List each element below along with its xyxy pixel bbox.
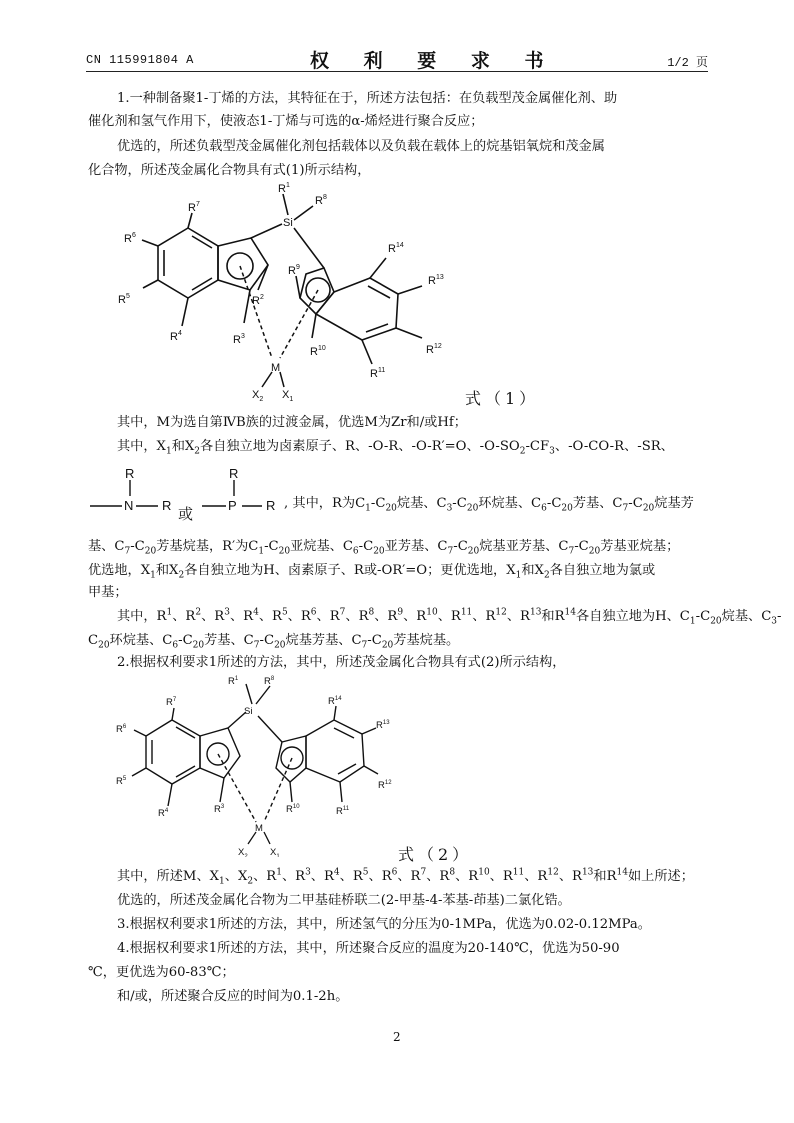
formula-1-label: 式（1） [465,389,540,408]
formula-1-structure [110,180,490,405]
claim-1-line-3: 优选的，所述负载型茂金属催化剂包括载体以及负载在载体上的烷基铝氧烷和茂金属 [117,139,605,154]
claim-1-line-9: 优选地，$X_1$和$X_2$各自独立地为H、卤素原子、R或-OR′=O；更优选地，$X_1$和$X_2$各自独立地为氯或 [88,563,656,581]
svg-text:R10: $R^{10}$ [310,345,326,358]
phosphorus-label: P [228,498,237,513]
claim-1-line-2: 催化剂和氢气作用下，使液态1-丁烯与可选的α-烯烃进行聚合反应； [88,114,484,129]
formula-2-label: 式（2） [398,845,473,864]
page-title: 权 利 要 求 书 [310,50,558,72]
header-divider [86,71,708,72]
svg-text:M: M [271,362,281,374]
claim-1-line-11: 其中，$R^1$、$R^2$、$R^3$、$R^4$、$R^5$、$R^6$、$R^7$、$R^8$、$R^9$、$R^{10}$、$R^{11}$、$R^{12}$、$R^{13}$和$R^{14}$各自独立地为H、$C_1-C_{20}$烷基、$C_3-$ [117,607,782,627]
svg-text:R6: $R^6$ [124,232,136,245]
claim-2-line-1: 2.根据权利要求1所述的方法，其中，所述茂金属化合物具有式(2)所示结构， [117,655,566,670]
claim-1-metal-definition: 其中，M为选自第ⅣB族的过渡金属，优选M为Zr和/或Hf； [117,415,467,430]
claim-1-line-4: 化合物，所述茂金属化合物具有式(1)所示结构， [88,163,371,178]
svg-text:R11: $R^{11}$ [370,367,386,380]
claim-1-line-1: 1.一种制备聚1-丁烯的方法，其特征在于，所述方法包括：在负载型茂金属催化剂、助 [117,91,618,106]
claim-2-line-2: 其中，所述M、$X_1$、$X_2$、$R^1$、$R^3$、$R^4$、$R^5$、$R^6$、$R^7$、$R^8$、$R^{10}$、$R^{11}$、$R^{12}$、$R^{13}$和$R^{14}$如上所述； [117,867,694,887]
document-number: CN 115991804 A [86,53,194,67]
svg-text:Si: Si [244,706,253,717]
svg-text:R1: $R^1$ [278,182,290,195]
svg-text:R6: $R^6$ [116,724,127,735]
claim-1-line-8: 基、$C_7-C_{20}$芳基烷基，R′为$C_1-C_{20}$亚烷基、$C_6-C_{20}$亚芳基、$C_7-C_{20}$烷基亚芳基、$C_7-C_{20}$芳基亚烷基； [88,539,680,557]
svg-text:R7: $R^7$ [188,201,200,214]
page-number: 2 [393,1030,401,1044]
svg-text:R9: $R^9$ [288,264,300,277]
svg-text:R5: $R^5$ [116,776,127,787]
claim-4-line-3: 和/或，所述聚合反应的时间为0.1-2h。 [117,989,349,1004]
claim-1-line-12: $C_{20}$环烷基、$C_6-C_{20}$芳基、$C_7-C_{20}$烷基芳基、$C_7-C_{20}$芳基烷基。 [88,633,460,651]
svg-text:R7: $R^7$ [166,697,177,708]
r-label: R [162,498,172,513]
claim-4-line-2: ℃，更优选为60-83℃； [88,965,235,980]
r-label: R [229,466,239,481]
svg-text:R8: $R^8$ [264,676,275,687]
r-label: R [266,498,276,513]
svg-text:R2: $R^2$ [252,294,264,307]
nitrogen-label: N [124,498,134,513]
claim-1-x-definition: 其中，$X_1$和$X_2$各自独立地为卤素原子、R、-O-R、-O-R′=O、$-O-SO_2-CF_3$、-O-CO-R、-SR、 [117,439,674,457]
svg-text:X2: $X_2$ [238,847,248,857]
page-indicator: 1/2 页 [667,56,708,70]
svg-text:R10: $R^{10}$ [286,804,300,815]
svg-text:R1: $R^1$ [228,676,239,687]
svg-text:M: M [255,823,263,834]
svg-text:R12: $R^{12}$ [426,343,442,356]
svg-text:R3: $R^3$ [214,804,225,815]
formula-2-structure [110,672,410,857]
svg-text:R4: $R^4$ [170,330,182,343]
svg-text:X1: $X_1$ [270,847,280,857]
svg-text:X2: $X_2$ [252,389,264,403]
svg-text:R3: $R^3$ [233,333,245,346]
svg-text:R13: $R^{13}$ [376,720,390,731]
svg-text:R4: $R^4$ [158,808,169,819]
svg-text:R5: $R^5$ [118,293,130,306]
svg-text:R11: $R^{11}$ [336,806,350,817]
claim-2-line-3: 优选的，所述茂金属化合物为二甲基硅桥联二(2-甲基-4-苯基-茚基)二氯化锆。 [117,893,571,908]
claim-1-line-10: 甲基； [88,585,128,600]
r-label: R [125,466,135,481]
svg-text:R14: $R^{14}$ [328,696,342,707]
claim-1-r-definition: , 其中，R为$C_1-C_{20}$烷基、$C_3-C_{20}$环烷基、$C_6-C_{20}$芳基、$C_7-C_{20}$烷基芳 [284,496,694,514]
claim-3: 3.根据权利要求1所述的方法，其中，所述氢气的分压为0-1MPa，优选为0.02-0.12MPa。 [117,917,651,932]
svg-text:R13: $R^{13}$ [428,274,444,287]
svg-text:R12: $R^{12}$ [378,780,392,791]
svg-text:R8: $R^8$ [315,194,327,207]
claim-4-line-1: 4.根据权利要求1所述的方法，其中，所述聚合反应的温度为20-140℃，优选为50-90 [117,941,620,956]
svg-text:Si: Si [283,217,293,229]
svg-text:X1: $X_1$ [282,389,294,403]
svg-text:R14: $R^{14}$ [388,242,404,255]
or-word: 或 [178,505,194,523]
